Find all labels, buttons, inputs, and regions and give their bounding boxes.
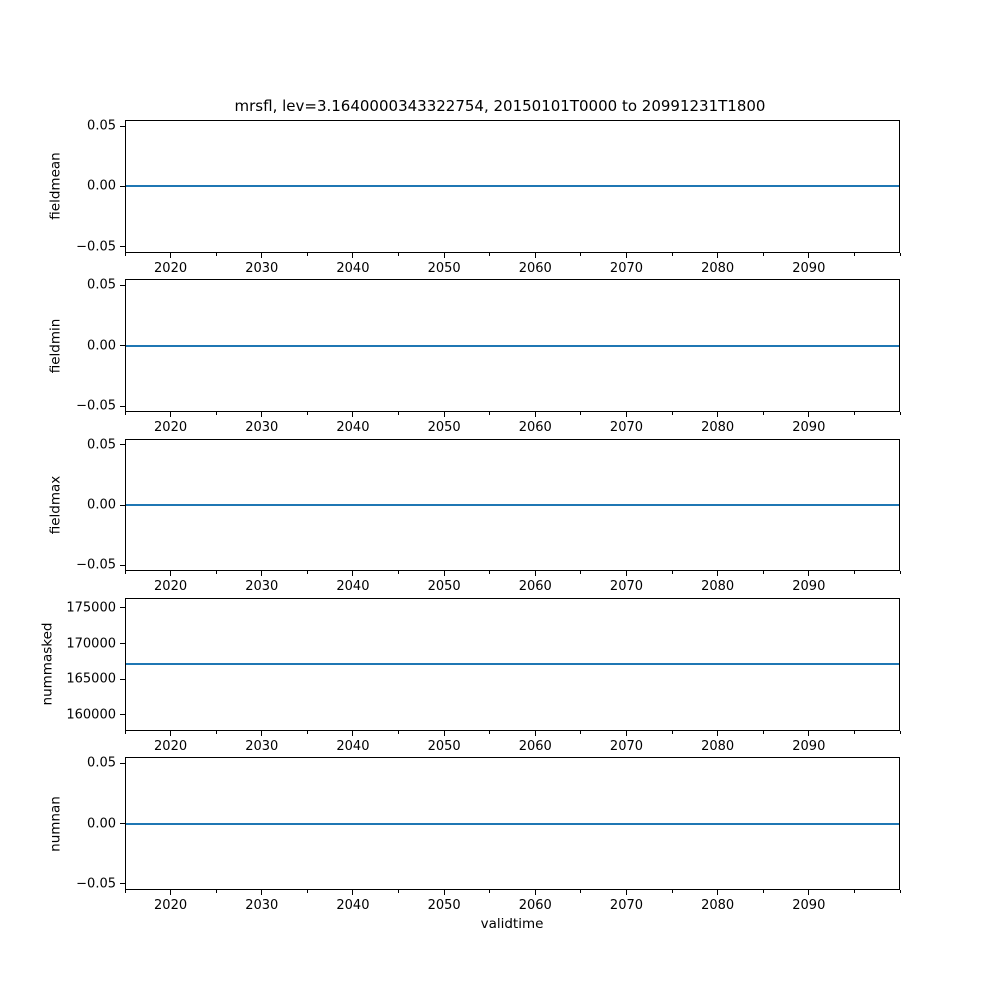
x-tick-label: 2070	[609, 260, 644, 276]
x-minor-tick	[216, 253, 217, 256]
y-tick-label: 0.05	[87, 437, 116, 453]
y-tick	[120, 186, 125, 187]
x-tick-label: 2060	[518, 260, 552, 276]
data-line-fieldmean	[126, 185, 899, 187]
x-tick-label: 2080	[701, 738, 735, 754]
x-minor-tick	[398, 731, 399, 734]
x-major-tick	[626, 890, 627, 895]
x-tick-label: 2070	[609, 738, 644, 754]
y-tick-label: −0.05	[76, 557, 116, 573]
x-tick-label: 2050	[427, 579, 461, 595]
x-major-tick	[717, 731, 718, 736]
x-major-tick	[808, 890, 809, 895]
x-major-tick	[626, 253, 627, 258]
x-minor-tick	[580, 731, 581, 734]
x-tick-label: 2060	[518, 898, 552, 913]
x-major-tick	[352, 890, 353, 895]
x-minor-tick	[672, 731, 673, 734]
x-minor-tick	[216, 890, 217, 893]
x-tick-label: 2030	[245, 260, 279, 276]
x-tick-label: 2020	[154, 738, 188, 754]
chart-title: mrsfl, lev=3.1640000343322754, 20150101T0000 to 20991231T1800	[234, 97, 766, 115]
x-major-tick	[626, 412, 627, 417]
y-axis-label-fieldmin: fieldmin	[47, 318, 63, 373]
y-tick-label: −0.05	[76, 239, 116, 255]
x-minor-tick	[307, 571, 308, 574]
y-tick	[120, 406, 125, 407]
x-tick-label: 2040	[336, 898, 370, 913]
x-major-tick	[170, 412, 171, 417]
y-tick	[120, 883, 125, 884]
x-minor-tick	[489, 253, 490, 256]
y-tick	[120, 126, 125, 127]
y-tick	[120, 345, 125, 346]
x-minor-tick	[763, 571, 764, 574]
y-tick	[120, 607, 125, 608]
y-tick-label: 160000	[66, 707, 116, 723]
x-minor-tick	[125, 571, 126, 574]
x-major-tick	[352, 253, 353, 258]
x-tick-label: 2070	[609, 420, 644, 436]
x-minor-tick	[672, 571, 673, 574]
x-minor-tick	[216, 412, 217, 415]
x-major-tick	[261, 890, 262, 895]
x-tick-label: 2020	[154, 420, 188, 436]
x-major-tick	[626, 571, 627, 576]
y-tick-label: 0.05	[87, 118, 116, 134]
x-tick-label: 2020	[154, 260, 188, 276]
x-tick-label: 2030	[245, 579, 279, 595]
x-tick-label: 2090	[792, 738, 826, 754]
x-major-tick	[808, 731, 809, 736]
y-tick	[120, 643, 125, 644]
x-tick-label: 2020	[154, 579, 188, 595]
x-major-tick	[535, 571, 536, 576]
x-major-tick	[717, 571, 718, 576]
x-tick-label: 2050	[427, 420, 461, 436]
data-line-fieldmin	[126, 345, 899, 347]
x-minor-tick	[900, 253, 901, 256]
x-tick-label: 2040	[336, 738, 370, 754]
x-major-tick	[261, 253, 262, 258]
x-major-tick	[717, 412, 718, 417]
x-minor-tick	[900, 890, 901, 893]
y-axis-label-nummasked: nummasked	[39, 622, 56, 706]
data-line-fieldmax	[126, 504, 899, 506]
x-major-tick	[170, 731, 171, 736]
x-minor-tick	[672, 412, 673, 415]
x-minor-tick	[125, 731, 126, 734]
y-tick	[120, 679, 125, 680]
x-minor-tick	[900, 731, 901, 734]
x-tick-label: 2030	[245, 898, 279, 913]
y-axis-label-fieldmean: fieldmean	[47, 152, 63, 221]
x-minor-tick	[763, 731, 764, 734]
y-tick	[120, 285, 125, 286]
x-tick-label: 2080	[701, 260, 735, 276]
x-major-tick	[444, 412, 445, 417]
x-minor-tick	[398, 253, 399, 256]
data-line-numnan	[126, 823, 899, 825]
x-tick-label: 2080	[701, 898, 735, 913]
x-major-tick	[808, 571, 809, 576]
y-tick-label: 0.05	[87, 755, 116, 771]
x-major-tick	[535, 253, 536, 258]
x-minor-tick	[398, 412, 399, 415]
x-minor-tick	[307, 253, 308, 256]
x-minor-tick	[854, 731, 855, 734]
x-tick-label: 2050	[427, 260, 461, 276]
x-major-tick	[170, 253, 171, 258]
x-minor-tick	[489, 890, 490, 893]
x-minor-tick	[854, 571, 855, 574]
x-tick-label: 2030	[245, 420, 279, 436]
y-tick	[120, 246, 125, 247]
x-tick-label: 2040	[336, 579, 370, 595]
y-tick-label: 170000	[66, 636, 116, 652]
x-tick-label: 2080	[701, 579, 735, 595]
x-major-tick	[352, 731, 353, 736]
x-minor-tick	[580, 253, 581, 256]
x-minor-tick	[900, 571, 901, 574]
x-minor-tick	[672, 253, 673, 256]
x-minor-tick	[763, 253, 764, 256]
x-major-tick	[170, 571, 171, 576]
x-major-tick	[170, 890, 171, 895]
x-minor-tick	[125, 412, 126, 415]
x-major-tick	[717, 890, 718, 895]
x-minor-tick	[125, 253, 126, 256]
x-minor-tick	[307, 412, 308, 415]
x-major-tick	[717, 253, 718, 258]
y-tick-label: −0.05	[76, 398, 116, 414]
y-tick	[120, 714, 125, 715]
x-tick-label: 2020	[154, 898, 188, 913]
y-tick	[120, 763, 125, 764]
x-minor-tick	[398, 890, 399, 893]
x-minor-tick	[763, 412, 764, 415]
x-tick-label: 2030	[245, 738, 279, 754]
y-tick-label: 175000	[66, 600, 116, 616]
x-major-tick	[261, 571, 262, 576]
x-minor-tick	[672, 890, 673, 893]
x-tick-label: 2060	[518, 738, 552, 754]
x-minor-tick	[580, 412, 581, 415]
y-tick	[120, 823, 125, 824]
x-minor-tick	[307, 731, 308, 734]
y-axis-label-numnan: numnan	[47, 795, 63, 852]
y-tick-label: 0.05	[87, 277, 116, 293]
data-line-nummasked	[126, 663, 899, 665]
x-minor-tick	[854, 253, 855, 256]
x-minor-tick	[763, 890, 764, 893]
x-major-tick	[444, 731, 445, 736]
x-tick-label: 2090	[792, 420, 826, 436]
x-major-tick	[261, 412, 262, 417]
x-tick-label: 2090	[792, 579, 826, 595]
y-tick-label: 0.00	[87, 178, 116, 194]
x-tick-label: 2050	[427, 898, 461, 913]
y-tick-label: 165000	[66, 671, 116, 687]
y-tick-label: 0.00	[87, 497, 116, 513]
x-minor-tick	[489, 731, 490, 734]
x-minor-tick	[216, 731, 217, 734]
x-major-tick	[535, 412, 536, 417]
x-minor-tick	[900, 412, 901, 415]
x-tick-label: 2080	[701, 420, 735, 436]
x-major-tick	[808, 412, 809, 417]
x-tick-label: 2040	[336, 420, 370, 436]
x-major-tick	[352, 412, 353, 417]
x-minor-tick	[489, 571, 490, 574]
x-minor-tick	[854, 412, 855, 415]
x-major-tick	[808, 253, 809, 258]
x-minor-tick	[398, 571, 399, 574]
x-tick-label: 2060	[518, 579, 552, 595]
x-major-tick	[444, 571, 445, 576]
x-major-tick	[626, 731, 627, 736]
x-axis-label: validtime	[480, 916, 544, 932]
y-tick-label: 0.00	[87, 338, 116, 354]
x-minor-tick	[580, 571, 581, 574]
y-tick	[120, 505, 125, 506]
x-tick-label: 2060	[518, 420, 552, 436]
x-minor-tick	[307, 890, 308, 893]
y-tick-label: −0.05	[76, 876, 116, 892]
x-tick-label: 2070	[609, 579, 644, 595]
x-tick-label: 2090	[792, 898, 826, 913]
y-tick	[120, 565, 125, 566]
y-axis-label-fieldmax: fieldmax	[47, 475, 63, 535]
x-tick-label: 2090	[792, 260, 826, 276]
x-major-tick	[444, 253, 445, 258]
y-tick-label: 0.00	[87, 816, 116, 832]
x-major-tick	[261, 731, 262, 736]
x-minor-tick	[216, 571, 217, 574]
x-minor-tick	[580, 890, 581, 893]
x-minor-tick	[489, 412, 490, 415]
x-tick-label: 2070	[609, 898, 644, 913]
x-minor-tick	[854, 890, 855, 893]
x-major-tick	[535, 890, 536, 895]
x-major-tick	[352, 571, 353, 576]
x-tick-label: 2040	[336, 260, 370, 276]
x-tick-label: 2050	[427, 738, 461, 754]
y-tick	[120, 444, 125, 445]
x-major-tick	[535, 731, 536, 736]
x-minor-tick	[125, 890, 126, 893]
x-major-tick	[444, 890, 445, 895]
